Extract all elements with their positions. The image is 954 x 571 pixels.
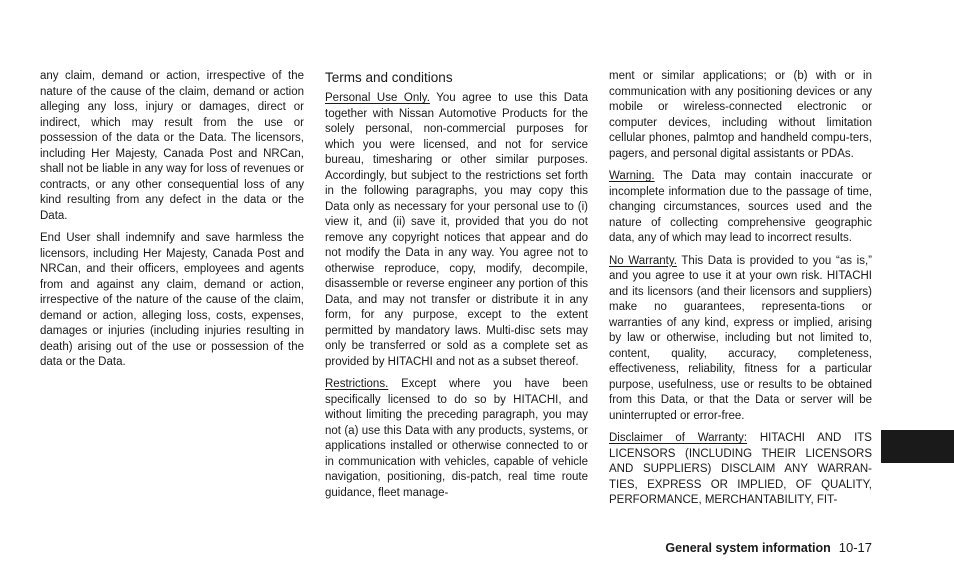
no-warranty-text: This Data is provided to you “as is,” and you agree to use it at your own risk. HITACHI and its licensors (and their licensors and suppliers) make no guarantees, representa-tions or warranties of any kind, express or implied, arising by law or otherwise, including but not limited to, content, quality, accuracy, completeness, effectiveness, reliability, fitness for a particular purpose, usefulness, use or results to be obtained from this Data, or that the Data or server will be uninterrupted or error-free. — [609, 254, 872, 422]
paragraph-warning — [609, 169, 872, 247]
warning-text: The Data may contain inaccurate or incomplete information due to the passage of time, changing circumstances, sources used and the nature of collecting comprehensive geographic data, any of which may lead to incorrect results. — [609, 170, 872, 244]
paragraph-restrictions — [325, 377, 588, 501]
footer-section-title: General system information — [665, 541, 831, 555]
middle-column — [325, 69, 588, 508]
paragraph-no-warranty — [609, 254, 872, 425]
right-column — [609, 69, 872, 516]
personal-use-text: You agree to use this Data together with Nissan Automotive Products for the solely personal, non-commercial purposes for which you were licensed, and not for service bureau, timesharing or other similar purposes. Accordingly, but subject to the restrictions set forth in the following paragraphs, you may copy this Data only as necessary for your personal use to (i) view it, and (ii) save it, provided that you do not remove any copyright notices that appear and do not modify the Data in any way. You agree not to otherwise reproduce, copy, modify, decompile, disassemble or reverse engineer any portion of this Data, and may not transfer or distribute it in any form, for any purpose, except to the extent permitted by mandatory laws. Multi-disc sets may only be transferred or sold as a complete set as provided by HITACHI and not as a subset thereof. — [325, 92, 588, 368]
paragraph-disclaimer — [609, 431, 872, 509]
paragraph-continuation: ment or similar applications; or (b) with or in communication with any positioning devices or any mobile or wireless-connected electronic or computer devices, including without limitation cellular phones, palmtop and handheld compu-ters, pagers, and personal digital assistants or PDAs. — [609, 70, 872, 160]
paragraph-indemnify: End User shall indemnify and save harmless the licensors, including Her Majesty, Canada Post and NRCan, and their officers, employees and agents from and against any claim, demand or action, irrespective of the nature of the cause of the claim, demand or action, alleging loss, costs, expenses, damages or injuries (including injuries resulting in death) arising out of the use or possession of the data or the Data. — [40, 232, 304, 368]
section-heading: Terms and conditions — [325, 70, 453, 85]
page-number: 10-17 — [838, 540, 872, 555]
restrictions-label: Restrictions. — [325, 378, 389, 390]
disclaimer-text: HITACHI AND ITS LICENSORS (INCLUDING THEIR LICENSORS AND SUPPLIERS) DISCLAIM ANY WARRAN-TIES, EXPRESS OR IMPLIED, OF QUALITY, PERFORMANCE, MERCHANTABILITY, FIT- — [609, 432, 872, 506]
chapter-tab-marker — [881, 430, 954, 463]
paragraph-liability: any claim, demand or action, irrespective of the nature of the cause of the claim, demand or action alleging any loss, injury or damages, direct or indirect, which may result from the use or possession of the data or the Data. The licensors, including Her Majesty, Canada Post and NRCan, shall not be liable in any way for loss of revenues or contracts, or any other consequential loss of any kind resulting from any defect in the data or the Data. — [40, 70, 304, 222]
page-footer — [665, 540, 872, 555]
no-warranty-label: No Warranty. — [609, 254, 677, 267]
disclaimer-label: Disclaimer of Warranty: — [609, 432, 748, 444]
warning-label: Warning. — [609, 170, 655, 182]
paragraph-personal-use — [325, 91, 588, 370]
personal-use-label: Personal Use Only. — [325, 92, 430, 104]
left-column — [40, 69, 304, 378]
restrictions-text: Except where you have been specifically licensed to do so by HITACHI, and without limiting the preceding paragraph, you may not (a) use this Data with any products, systems, or applications installed or otherwise connected to or in communication with vehicles, capable of vehicle navigation, positioning, dis-patch, real time route guidance, fleet manage- — [325, 378, 588, 499]
